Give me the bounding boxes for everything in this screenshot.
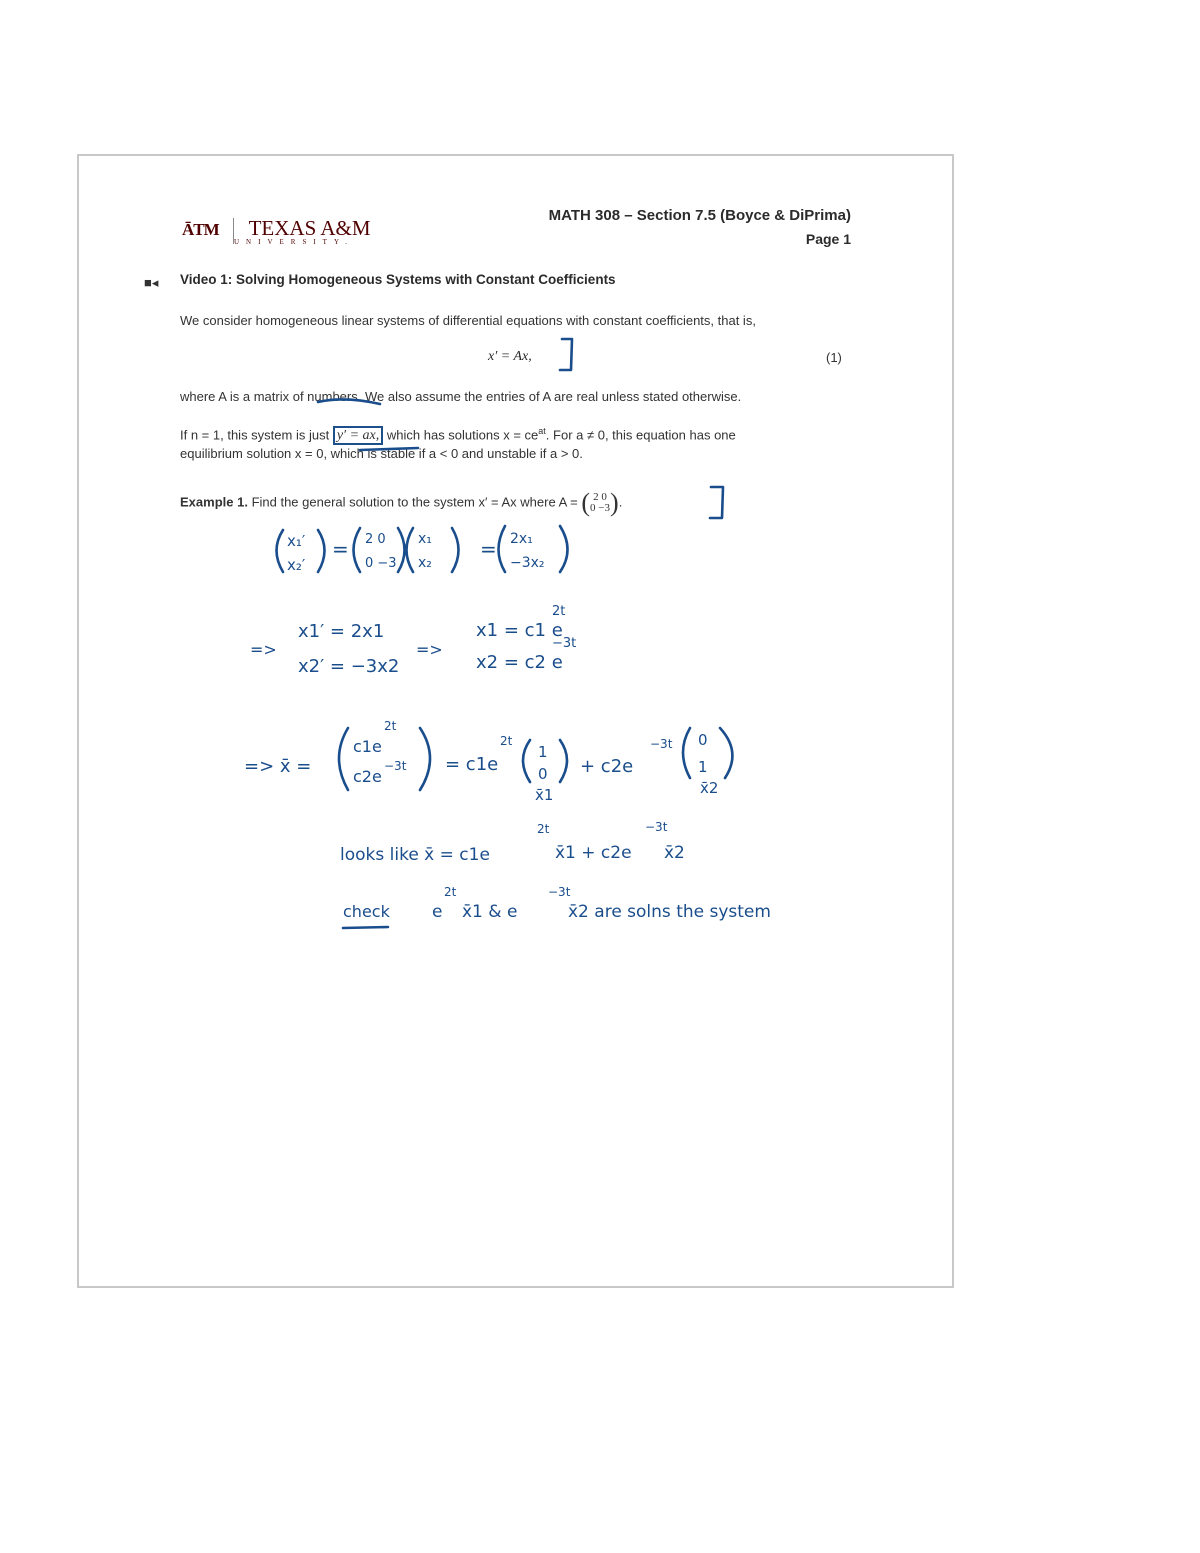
equation-1: x′ = Ax, (488, 349, 532, 364)
tamu-name: TEXAS A&M (248, 216, 371, 240)
hw-line5-b: x̄1 & e (462, 902, 518, 922)
hw-label-x2: x̄2 (700, 779, 719, 797)
hw-line4-end: x̄2 (664, 843, 685, 863)
tamu-mark: ĀTM (182, 220, 219, 239)
hw-sol-top: x1 = c1 e (476, 620, 563, 641)
where-paragraph: where A is a matrix of numbers. We also assume the entries of A are real unless stated otherwise. (180, 389, 742, 404)
scalar-text-c: . For a ≠ 0, this equation has one (545, 427, 736, 443)
hw-check: check (343, 902, 390, 921)
hw-mid-exp: 2t (500, 734, 513, 748)
hw-arrow-1: => (250, 640, 277, 659)
matrix-A (590, 492, 610, 514)
tamu-logo (182, 216, 371, 244)
hw-plus: + c2e (580, 756, 634, 777)
hw-vec-bot-exp: −3t (384, 759, 407, 773)
hw-vec-bot: c2e (353, 767, 382, 786)
hw-vec2-bot: 1 (698, 758, 708, 776)
example-label: Example 1. (180, 494, 248, 510)
course-title: MATH 308 – Section 7.5 (Boyce & DiPrima) (548, 207, 851, 224)
hw-sys-top: x1′ = 2x1 (298, 621, 385, 642)
hw-x1: x₁ (418, 531, 432, 547)
hw-line4-mid: x̄1 + c2e (555, 843, 632, 863)
matrix-row-1: 2 0 (593, 491, 607, 503)
hw-x2prime: x₂′ (287, 556, 306, 574)
hw-eq1: = (332, 537, 349, 561)
hw-m21: 0 −3 (365, 556, 397, 571)
tamu-sub: UNIVERSITY. (234, 238, 354, 246)
scalar-text-b: which has solutions x = ce (386, 427, 539, 443)
matrix-right-paren: ) (610, 488, 619, 517)
matrix-row-2: 0 −3 (590, 502, 611, 514)
hw-mid: = c1e (445, 754, 499, 775)
hw-x2: x₂ (418, 555, 432, 571)
hw-vec2-top: 0 (698, 731, 708, 749)
video-camera-icon: ■◂ (144, 275, 159, 290)
matrix-left-paren: ( (581, 488, 591, 517)
hw-vec-top-exp: 2t (384, 719, 397, 733)
hw-2x1: 2x₁ (510, 531, 533, 547)
hw-sol-bot: x2 = c2 e (476, 652, 563, 673)
hw-m3x2: −3x₂ (510, 555, 545, 571)
page-number: Page 1 (805, 231, 851, 247)
scalar-text-a: If n = 1, this system is just (180, 427, 330, 443)
hw-line4-exp1: 2t (537, 822, 550, 836)
hw-sol-top-exp: 2t (552, 604, 566, 619)
hw-m11: 2 0 (365, 532, 386, 547)
hw-line4: looks like x̄ = c1e (340, 845, 490, 865)
hw-label-x1: x̄1 (535, 786, 554, 804)
hw-line5-b-exp: −3t (548, 885, 571, 899)
hw-line5-c: x̄2 are solns the system (568, 902, 771, 922)
hw-line5-a: e (432, 902, 443, 922)
hw-line4-exp2: −3t (645, 820, 668, 834)
scalar-exponent: at (538, 426, 546, 436)
boxed-scalar-equation: y′ = ax, (333, 426, 383, 445)
hw-line5-a-exp: 2t (444, 885, 457, 899)
scalar-case-line1 (180, 426, 736, 444)
hw-x1prime: x₁′ (287, 532, 306, 550)
example-text: Find the general solution to the system x′ = Ax where A = (251, 494, 578, 510)
video-title: Video 1: Solving Homogeneous Systems with Constant Coefficients (180, 272, 616, 287)
hw-plus-exp: −3t (650, 737, 673, 751)
hw-arrow-2: => (416, 640, 443, 659)
hw-eq2: = (480, 537, 497, 561)
hw-sol-bot-exp: −3t (552, 636, 577, 651)
hw-vec1-bot: 0 (538, 765, 548, 783)
example-1: Example 1. Find the general solution to the system x′ = Ax where A = ( 2 0 0 −3). (180, 488, 623, 517)
scalar-case-line2: equilibrium solution x = 0, which is stable if a < 0 and unstable if a > 0. (180, 446, 583, 461)
equation-number: (1) (826, 350, 842, 365)
hw-vec-top: c1e (353, 737, 382, 756)
intro-paragraph: We consider homogeneous linear systems of differential equations with constant coefficients, that is, (180, 313, 756, 328)
hw-line3-left: => x̄ = (244, 756, 312, 777)
hw-sys-bot: x2′ = −3x2 (298, 656, 400, 677)
hw-vec1-top: 1 (538, 743, 548, 761)
